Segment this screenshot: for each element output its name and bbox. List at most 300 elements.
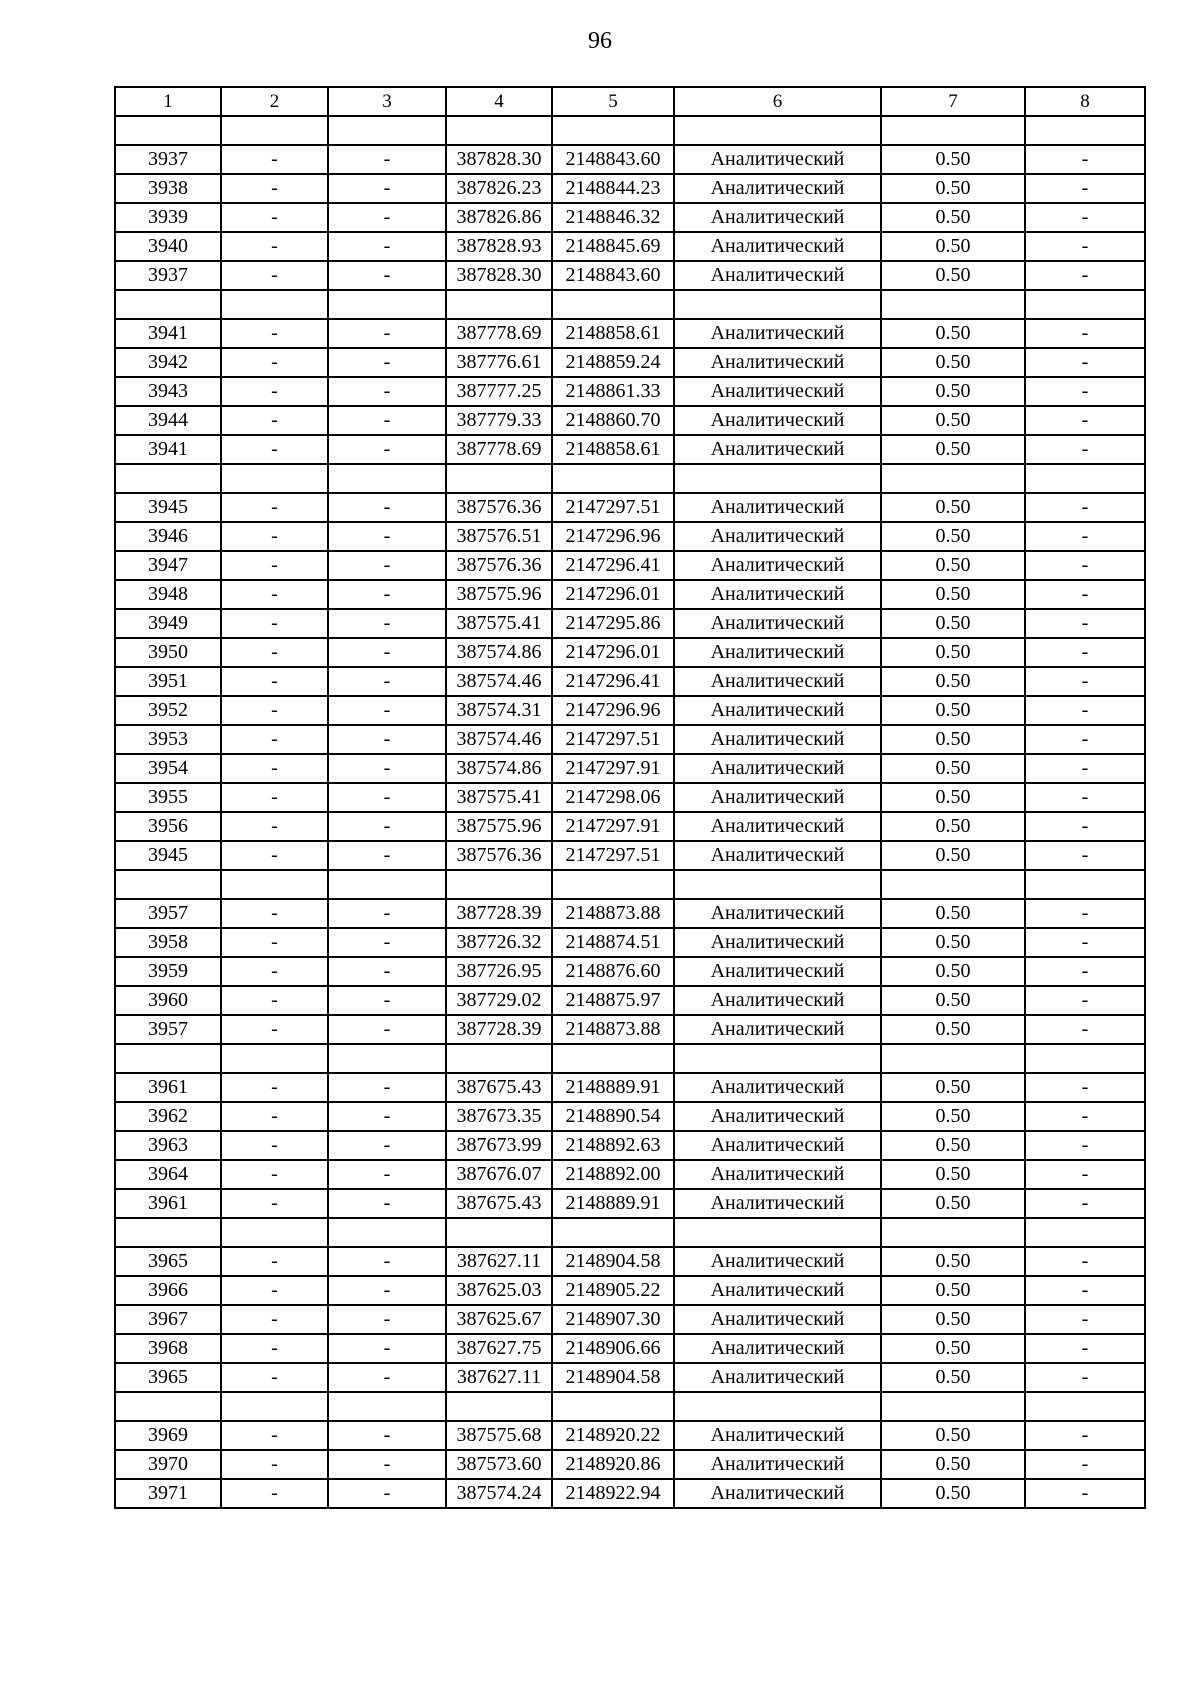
table-cell-col-8: - <box>1025 1189 1145 1218</box>
table-cell-col-1: 3941 <box>115 319 221 348</box>
empty-cell <box>552 1044 674 1073</box>
table-cell-col-5: 2148907.30 <box>552 1305 674 1334</box>
table-cell-col-5: 2147297.91 <box>552 812 674 841</box>
table-row <box>115 899 1145 928</box>
table-cell-col-6: Аналитический <box>674 1131 881 1160</box>
empty-cell <box>1025 1044 1145 1073</box>
table-cell-col-1: 3949 <box>115 609 221 638</box>
table-cell-col-8: - <box>1025 377 1145 406</box>
table-row <box>115 348 1145 377</box>
table-cell-col-7: 0.50 <box>881 174 1025 203</box>
column-header-7: 7 <box>881 87 1025 116</box>
table-row <box>115 986 1145 1015</box>
table-cell-col-3: - <box>328 1073 446 1102</box>
table-cell-col-1: 3944 <box>115 406 221 435</box>
table-cell-col-1: 3957 <box>115 1015 221 1044</box>
table-cell-col-8: - <box>1025 319 1145 348</box>
table-cell-col-1: 3962 <box>115 1102 221 1131</box>
empty-cell <box>221 1218 328 1247</box>
table-cell-col-3: - <box>328 1160 446 1189</box>
table-cell-col-5: 2148875.97 <box>552 986 674 1015</box>
table-cell-col-1: 3968 <box>115 1334 221 1363</box>
table-cell-col-2: - <box>221 1450 328 1479</box>
empty-cell <box>328 464 446 493</box>
empty-cell <box>446 1218 552 1247</box>
table-cell-col-1: 3939 <box>115 203 221 232</box>
empty-cell <box>881 464 1025 493</box>
table-cell-col-5: 2148874.51 <box>552 928 674 957</box>
table-cell-col-3: - <box>328 841 446 870</box>
table-cell-col-8: - <box>1025 1276 1145 1305</box>
empty-cell <box>221 870 328 899</box>
table-cell-col-2: - <box>221 812 328 841</box>
table-row <box>115 1160 1145 1189</box>
empty-cell <box>446 1392 552 1421</box>
empty-cell <box>881 290 1025 319</box>
table-cell-col-5: 2147295.86 <box>552 609 674 638</box>
table-row <box>115 319 1145 348</box>
table-cell-col-1: 3952 <box>115 696 221 725</box>
empty-cell <box>221 1392 328 1421</box>
table-cell-col-1: 3938 <box>115 174 221 203</box>
table-cell-col-3: - <box>328 145 446 174</box>
table-cell-col-6: Аналитический <box>674 348 881 377</box>
table-row <box>115 1450 1145 1479</box>
table-cell-col-4: 387576.51 <box>446 522 552 551</box>
table-cell-col-8: - <box>1025 1363 1145 1392</box>
table-cell-col-5: 2147296.96 <box>552 696 674 725</box>
table-cell-col-3: - <box>328 232 446 261</box>
table-cell-col-2: - <box>221 1421 328 1450</box>
table-cell-col-3: - <box>328 551 446 580</box>
table-cell-col-2: - <box>221 1276 328 1305</box>
table-cell-col-4: 387576.36 <box>446 493 552 522</box>
table-cell-col-6: Аналитический <box>674 1334 881 1363</box>
table-cell-col-8: - <box>1025 1334 1145 1363</box>
table-cell-col-3: - <box>328 1450 446 1479</box>
table-row <box>115 1305 1145 1334</box>
table-cell-col-4: 387625.03 <box>446 1276 552 1305</box>
table-cell-col-8: - <box>1025 1421 1145 1450</box>
table-cell-col-3: - <box>328 667 446 696</box>
empty-cell <box>328 1218 446 1247</box>
table-cell-col-7: 0.50 <box>881 1131 1025 1160</box>
table-cell-col-5: 2148843.60 <box>552 145 674 174</box>
table-cell-col-5: 2147296.96 <box>552 522 674 551</box>
table-cell-col-7: 0.50 <box>881 1276 1025 1305</box>
table-cell-col-5: 2148843.60 <box>552 261 674 290</box>
table-cell-col-7: 0.50 <box>881 551 1025 580</box>
table-cell-col-7: 0.50 <box>881 899 1025 928</box>
table-cell-col-8: - <box>1025 1305 1145 1334</box>
table-cell-col-8: - <box>1025 522 1145 551</box>
table-cell-col-5: 2148846.32 <box>552 203 674 232</box>
table-cell-col-6: Аналитический <box>674 667 881 696</box>
table-cell-col-4: 387728.39 <box>446 899 552 928</box>
table-row <box>115 667 1145 696</box>
table-cell-col-6: Аналитический <box>674 493 881 522</box>
table-cell-col-7: 0.50 <box>881 348 1025 377</box>
table-cell-col-7: 0.50 <box>881 1015 1025 1044</box>
table-cell-col-8: - <box>1025 783 1145 812</box>
table-cell-col-8: - <box>1025 1073 1145 1102</box>
table-cell-col-3: - <box>328 754 446 783</box>
table-cell-col-7: 0.50 <box>881 406 1025 435</box>
table-cell-col-3: - <box>328 1015 446 1044</box>
table-cell-col-3: - <box>328 899 446 928</box>
table-cell-col-7: 0.50 <box>881 638 1025 667</box>
empty-cell <box>446 116 552 145</box>
table-cell-col-5: 2147297.51 <box>552 725 674 754</box>
table-cell-col-2: - <box>221 928 328 957</box>
empty-cell <box>881 1218 1025 1247</box>
table-cell-col-1: 3956 <box>115 812 221 841</box>
table-cell-col-1: 3942 <box>115 348 221 377</box>
table-cell-col-4: 387826.86 <box>446 203 552 232</box>
table-cell-col-4: 387777.25 <box>446 377 552 406</box>
table-cell-col-7: 0.50 <box>881 1363 1025 1392</box>
empty-cell <box>674 116 881 145</box>
table-cell-col-5: 2147296.01 <box>552 638 674 667</box>
table-row <box>115 725 1145 754</box>
table-row <box>115 145 1145 174</box>
table-cell-col-8: - <box>1025 406 1145 435</box>
table-cell-col-7: 0.50 <box>881 696 1025 725</box>
table-row <box>115 1276 1145 1305</box>
table-cell-col-6: Аналитический <box>674 377 881 406</box>
table-cell-col-1: 3955 <box>115 783 221 812</box>
empty-cell <box>446 870 552 899</box>
table-cell-col-6: Аналитический <box>674 1073 881 1102</box>
table-cell-col-5: 2148860.70 <box>552 406 674 435</box>
table-cell-col-8: - <box>1025 957 1145 986</box>
table-cell-col-6: Аналитический <box>674 1305 881 1334</box>
table-cell-col-4: 387627.11 <box>446 1363 552 1392</box>
empty-cell <box>115 1392 221 1421</box>
table-cell-col-4: 387675.43 <box>446 1073 552 1102</box>
table-cell-col-2: - <box>221 232 328 261</box>
table-cell-col-1: 3937 <box>115 145 221 174</box>
separator-row <box>115 1392 1145 1421</box>
table-cell-col-4: 387574.86 <box>446 638 552 667</box>
table-cell-col-7: 0.50 <box>881 580 1025 609</box>
table-cell-col-5: 2147297.51 <box>552 841 674 870</box>
table-cell-col-1: 3940 <box>115 232 221 261</box>
empty-cell <box>328 870 446 899</box>
table-cell-col-3: - <box>328 1102 446 1131</box>
separator-row <box>115 1044 1145 1073</box>
table-cell-col-1: 3969 <box>115 1421 221 1450</box>
empty-cell <box>221 464 328 493</box>
table-cell-col-8: - <box>1025 812 1145 841</box>
table-cell-col-7: 0.50 <box>881 783 1025 812</box>
table-cell-col-7: 0.50 <box>881 145 1025 174</box>
table-cell-col-6: Аналитический <box>674 406 881 435</box>
table-cell-col-1: 3953 <box>115 725 221 754</box>
empty-cell <box>221 290 328 319</box>
table-cell-col-8: - <box>1025 551 1145 580</box>
table-cell-col-7: 0.50 <box>881 435 1025 464</box>
table-row <box>115 203 1145 232</box>
table-cell-col-5: 2147296.01 <box>552 580 674 609</box>
table-cell-col-7: 0.50 <box>881 957 1025 986</box>
table-cell-col-8: - <box>1025 754 1145 783</box>
table-cell-col-1: 3951 <box>115 667 221 696</box>
table-cell-col-5: 2148904.58 <box>552 1247 674 1276</box>
table-cell-col-2: - <box>221 1305 328 1334</box>
table-row <box>115 174 1145 203</box>
table-cell-col-7: 0.50 <box>881 754 1025 783</box>
table-cell-col-7: 0.50 <box>881 1450 1025 1479</box>
table-cell-col-6: Аналитический <box>674 1479 881 1508</box>
table-cell-col-5: 2147298.06 <box>552 783 674 812</box>
table-cell-col-7: 0.50 <box>881 1073 1025 1102</box>
empty-cell <box>881 870 1025 899</box>
table-row <box>115 493 1145 522</box>
table-cell-col-6: Аналитический <box>674 899 881 928</box>
table-cell-col-5: 2148845.69 <box>552 232 674 261</box>
table-cell-col-2: - <box>221 609 328 638</box>
table-cell-col-2: - <box>221 754 328 783</box>
table-cell-col-6: Аналитический <box>674 261 881 290</box>
table-cell-col-5: 2148892.63 <box>552 1131 674 1160</box>
empty-cell <box>674 1392 881 1421</box>
table-cell-col-6: Аналитический <box>674 1450 881 1479</box>
table-cell-col-3: - <box>328 986 446 1015</box>
table-cell-col-5: 2148876.60 <box>552 957 674 986</box>
empty-cell <box>446 290 552 319</box>
table-cell-col-5: 2148906.66 <box>552 1334 674 1363</box>
table-cell-col-3: - <box>328 406 446 435</box>
table-cell-col-7: 0.50 <box>881 986 1025 1015</box>
table-row <box>115 1479 1145 1508</box>
table-cell-col-2: - <box>221 1073 328 1102</box>
separator-row <box>115 464 1145 493</box>
table-cell-col-3: - <box>328 957 446 986</box>
table-row <box>115 783 1145 812</box>
table-cell-col-8: - <box>1025 1479 1145 1508</box>
table-cell-col-2: - <box>221 783 328 812</box>
empty-cell <box>674 1218 881 1247</box>
table-cell-col-1: 3959 <box>115 957 221 986</box>
column-header-6: 6 <box>674 87 881 116</box>
table-cell-col-8: - <box>1025 1247 1145 1276</box>
table-cell-col-2: - <box>221 1247 328 1276</box>
table-row <box>115 957 1145 986</box>
table-cell-col-3: - <box>328 522 446 551</box>
table-cell-col-8: - <box>1025 667 1145 696</box>
table-row <box>115 928 1145 957</box>
table-cell-col-8: - <box>1025 435 1145 464</box>
table-cell-col-1: 3966 <box>115 1276 221 1305</box>
table-cell-col-5: 2147297.51 <box>552 493 674 522</box>
table-cell-col-4: 387574.86 <box>446 754 552 783</box>
empty-cell <box>446 464 552 493</box>
empty-cell <box>881 1044 1025 1073</box>
table-cell-col-6: Аналитический <box>674 725 881 754</box>
table-cell-col-6: Аналитический <box>674 1160 881 1189</box>
table-row <box>115 1189 1145 1218</box>
table-cell-col-4: 387627.75 <box>446 1334 552 1363</box>
table-cell-col-2: - <box>221 696 328 725</box>
table-cell-col-1: 3957 <box>115 899 221 928</box>
table-cell-col-3: - <box>328 1305 446 1334</box>
table-cell-col-2: - <box>221 377 328 406</box>
table-cell-col-1: 3945 <box>115 841 221 870</box>
table-cell-col-7: 0.50 <box>881 1334 1025 1363</box>
empty-cell <box>552 290 674 319</box>
table-cell-col-6: Аналитический <box>674 609 881 638</box>
empty-cell <box>221 1044 328 1073</box>
table-cell-col-3: - <box>328 783 446 812</box>
table-cell-col-2: - <box>221 551 328 580</box>
table-cell-col-4: 387726.32 <box>446 928 552 957</box>
table-cell-col-8: - <box>1025 203 1145 232</box>
table-cell-col-4: 387776.61 <box>446 348 552 377</box>
table-cell-col-7: 0.50 <box>881 928 1025 957</box>
table-cell-col-2: - <box>221 261 328 290</box>
table-cell-col-4: 387574.24 <box>446 1479 552 1508</box>
table-cell-col-8: - <box>1025 493 1145 522</box>
table-cell-col-2: - <box>221 899 328 928</box>
column-header-4: 4 <box>446 87 552 116</box>
table-cell-col-8: - <box>1025 145 1145 174</box>
column-header-2: 2 <box>221 87 328 116</box>
table-cell-col-8: - <box>1025 1102 1145 1131</box>
table-row <box>115 435 1145 464</box>
table-row <box>115 522 1145 551</box>
table-cell-col-3: - <box>328 435 446 464</box>
table-cell-col-8: - <box>1025 638 1145 667</box>
table-cell-col-1: 3967 <box>115 1305 221 1334</box>
table-cell-col-3: - <box>328 928 446 957</box>
table-cell-col-7: 0.50 <box>881 667 1025 696</box>
table-cell-col-6: Аналитический <box>674 435 881 464</box>
table-cell-col-6: Аналитический <box>674 522 881 551</box>
table-header-row <box>115 87 1145 116</box>
table-cell-col-2: - <box>221 1189 328 1218</box>
table-cell-col-2: - <box>221 1160 328 1189</box>
table-cell-col-7: 0.50 <box>881 1479 1025 1508</box>
table-cell-col-2: - <box>221 1334 328 1363</box>
table-cell-col-5: 2147296.41 <box>552 551 674 580</box>
table-cell-col-8: - <box>1025 1160 1145 1189</box>
table-cell-col-3: - <box>328 348 446 377</box>
column-header-5: 5 <box>552 87 674 116</box>
separator-row <box>115 290 1145 319</box>
table-cell-col-3: - <box>328 1363 446 1392</box>
column-header-8: 8 <box>1025 87 1145 116</box>
table-cell-col-7: 0.50 <box>881 261 1025 290</box>
table-cell-col-5: 2148859.24 <box>552 348 674 377</box>
table-cell-col-6: Аналитический <box>674 580 881 609</box>
table-row <box>115 261 1145 290</box>
table-cell-col-6: Аналитический <box>674 696 881 725</box>
table-cell-col-4: 387828.30 <box>446 261 552 290</box>
table-cell-col-2: - <box>221 1363 328 1392</box>
table-cell-col-4: 387673.99 <box>446 1131 552 1160</box>
table-cell-col-2: - <box>221 1131 328 1160</box>
table-cell-col-4: 387673.35 <box>446 1102 552 1131</box>
table-cell-col-3: - <box>328 319 446 348</box>
empty-cell <box>115 1218 221 1247</box>
table-cell-col-1: 3971 <box>115 1479 221 1508</box>
coordinates-table <box>114 86 1146 1509</box>
table-row <box>115 551 1145 580</box>
table-cell-col-4: 387625.67 <box>446 1305 552 1334</box>
table-cell-col-6: Аналитический <box>674 551 881 580</box>
table-cell-col-3: - <box>328 1276 446 1305</box>
table-row <box>115 1073 1145 1102</box>
table-cell-col-1: 3943 <box>115 377 221 406</box>
table-cell-col-1: 3941 <box>115 435 221 464</box>
table-cell-col-6: Аналитический <box>674 232 881 261</box>
table-cell-col-6: Аналитический <box>674 1015 881 1044</box>
empty-cell <box>1025 870 1145 899</box>
empty-cell <box>674 290 881 319</box>
table-cell-col-6: Аналитический <box>674 174 881 203</box>
table-cell-col-3: - <box>328 203 446 232</box>
separator-row <box>115 1218 1145 1247</box>
table-cell-col-8: - <box>1025 1015 1145 1044</box>
table-cell-col-5: 2148892.00 <box>552 1160 674 1189</box>
separator-row <box>115 116 1145 145</box>
table-cell-col-6: Аналитический <box>674 957 881 986</box>
table-cell-col-1: 3970 <box>115 1450 221 1479</box>
table-row <box>115 232 1145 261</box>
table-cell-col-2: - <box>221 406 328 435</box>
empty-cell <box>552 116 674 145</box>
table-cell-col-1: 3946 <box>115 522 221 551</box>
table-cell-col-1: 3937 <box>115 261 221 290</box>
table-cell-col-6: Аналитический <box>674 928 881 957</box>
table-cell-col-1: 3960 <box>115 986 221 1015</box>
table-cell-col-3: - <box>328 1189 446 1218</box>
table-cell-col-7: 0.50 <box>881 522 1025 551</box>
table-cell-col-4: 387575.41 <box>446 609 552 638</box>
table-cell-col-7: 0.50 <box>881 725 1025 754</box>
table-cell-col-1: 3965 <box>115 1247 221 1276</box>
table-cell-col-6: Аналитический <box>674 783 881 812</box>
table-cell-col-2: - <box>221 319 328 348</box>
table-cell-col-4: 387576.36 <box>446 841 552 870</box>
page-number: 96 <box>588 28 612 54</box>
table-cell-col-5: 2148889.91 <box>552 1189 674 1218</box>
empty-cell <box>328 116 446 145</box>
table-cell-col-8: - <box>1025 928 1145 957</box>
table-cell-col-6: Аналитический <box>674 841 881 870</box>
table-cell-col-6: Аналитический <box>674 1276 881 1305</box>
table-cell-col-2: - <box>221 493 328 522</box>
table-cell-col-5: 2148858.61 <box>552 319 674 348</box>
empty-cell <box>328 290 446 319</box>
table-row <box>115 1131 1145 1160</box>
table-cell-col-6: Аналитический <box>674 986 881 1015</box>
table-cell-col-3: - <box>328 261 446 290</box>
table-cell-col-3: - <box>328 1421 446 1450</box>
table-cell-col-3: - <box>328 1247 446 1276</box>
table-cell-col-2: - <box>221 522 328 551</box>
table-cell-col-7: 0.50 <box>881 1189 1025 1218</box>
table-cell-col-3: - <box>328 580 446 609</box>
table-cell-col-7: 0.50 <box>881 203 1025 232</box>
table-cell-col-8: - <box>1025 986 1145 1015</box>
table-cell-col-3: - <box>328 609 446 638</box>
table-row <box>115 638 1145 667</box>
table-cell-col-4: 387575.96 <box>446 812 552 841</box>
table-cell-col-6: Аналитический <box>674 1247 881 1276</box>
table-cell-col-8: - <box>1025 696 1145 725</box>
